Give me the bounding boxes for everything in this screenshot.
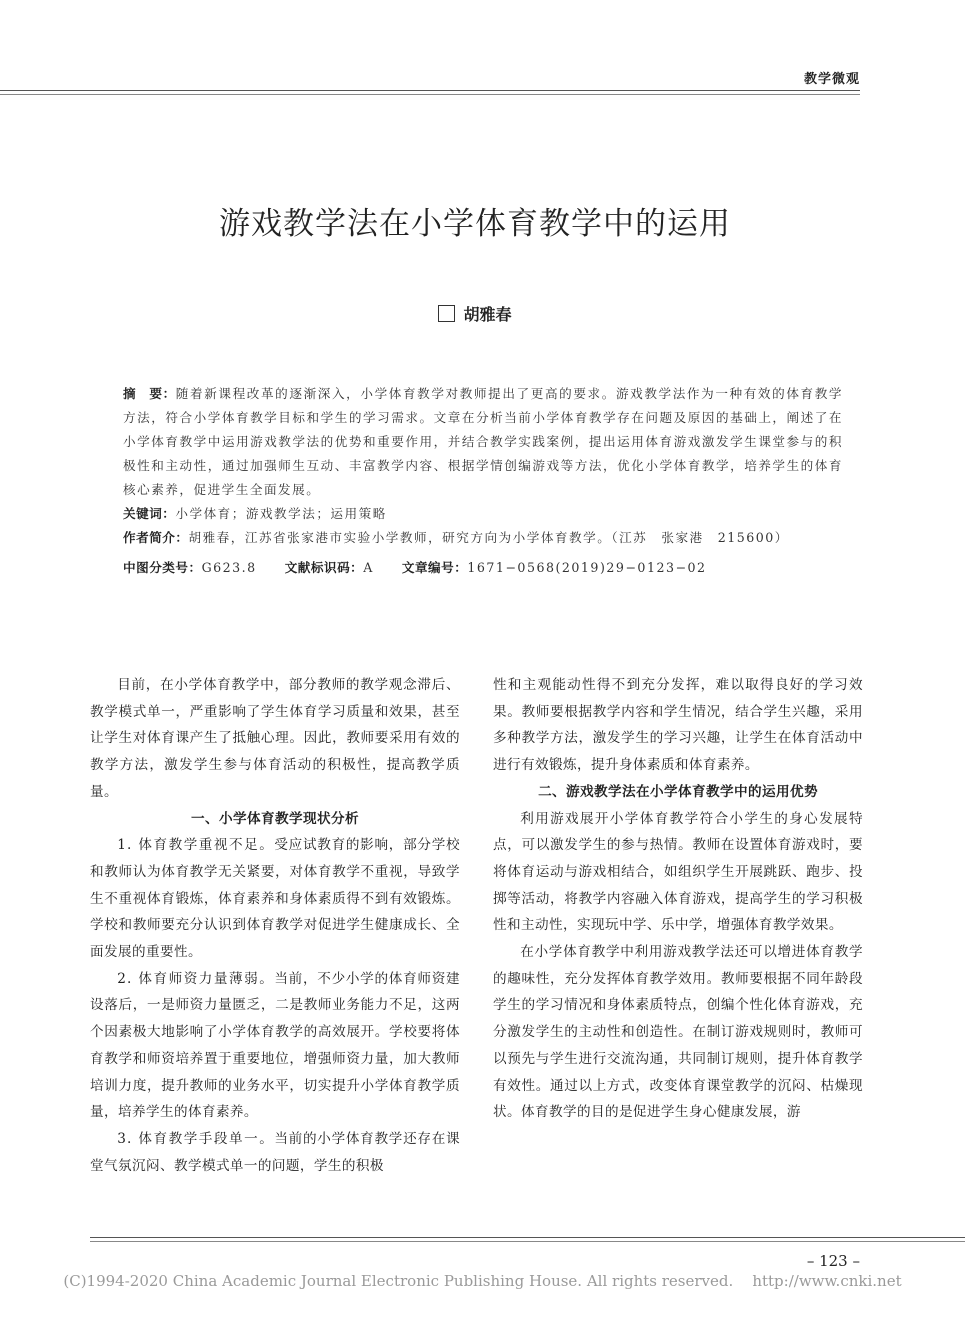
paragraph-point-1 xyxy=(90,832,460,966)
footer-rule-thin xyxy=(90,1241,965,1242)
point-1-lead: 1. 体育教学重视不足。 xyxy=(117,837,275,854)
copyright-watermark: (C)1994-2020 China Academic Journal Electronic Publishing House. All rights reserved. http://www.cnki.net xyxy=(63,1272,902,1290)
bio-text: 胡雅春，江苏省张家港市实验小学教师，研究方向为小学体育教学。（江苏 张家港 215600） xyxy=(188,530,789,545)
square-bullet-icon xyxy=(438,305,455,322)
bio-label: 作者简介： xyxy=(123,530,189,545)
header-rule-thin xyxy=(0,94,860,95)
paragraph-intro: 目前，在小学体育教学中，部分教师的教学观念滞后、教学模式单一，严重影响了学生体育学习质量和效果，甚至让学生对体育课产生了抵触心理。因此，教师要采用有效的教学方法，激发学生参与体育活动的积极性，提高教学质量。 xyxy=(90,677,460,800)
author-line xyxy=(0,302,950,325)
point-3-lead: 3. 体育教学手段单一。 xyxy=(117,1130,275,1147)
article-no-value: 1671−0568(2019)29−0123−02 xyxy=(467,560,707,575)
point-3-text: 当前的小学体育教学还存在课堂气氛沉闷、教学模式单一的问题，学生的积极 xyxy=(90,1130,460,1174)
doc-code-value: A xyxy=(363,560,374,575)
keywords-text: 小学体育；游戏教学法；运用策略 xyxy=(175,506,387,521)
article-title: 游戏教学法在小学体育教学中的运用 xyxy=(219,206,731,242)
abstract-text: 随着新课程改革的逐渐深入，小学体育教学对教师提出了更高的要求。游戏教学法作为一种有效的体育教学方法，符合小学体育教学目标和学生的学习需求。文章在分析当前小学体育教学存在问题及原因的基础上，阐述了在小学体育教学中运用游戏教学法的优势和重要作用，并结合教学实践案例，提出运用体育游戏激发学生课堂参与的积极性和主动性，通过加强师生互动、丰富教学内容、根据学情创编游戏等方法，优化小学体育教学，培养学生的体育核心素养，促进学生全面发展。 xyxy=(123,386,844,497)
classification-line xyxy=(123,556,843,580)
paragraph-advantage-1: 利用游戏展开小学体育教学符合小学生的身心发展特点，可以激发学生的参与热情。教师在设置体育游戏时，要将体育运动与游戏相结合，如组织学生开展跳跃、跑步、投掷等活动，将教学内容融入体育游戏，提高学生的学习积极性和主动性，实现玩中学、乐中学，增强体育教学效果。 xyxy=(493,810,863,934)
section-heading-1: 一、小学体育教学现状分析 xyxy=(191,810,359,827)
article-no-label: 文章编号： xyxy=(401,560,468,575)
clc-label: 中图分类号： xyxy=(123,560,202,575)
doc-code-label: 文献标识码： xyxy=(284,560,364,575)
clc-value: G623.8 xyxy=(201,560,257,575)
point-1-text: 受应试教育的影响，部分学校和教师认为体育教学无关紧要，对体育教学不重视，导致学生不重视体育锻炼，体育素养和身体素质得不到有效锻炼。学校和教师要充分认识到体育教学对促进学生健康成长、全面发展的重要性。 xyxy=(90,837,460,961)
author-bio xyxy=(123,526,843,550)
author-name: 胡雅春 xyxy=(463,305,512,324)
header-rule xyxy=(0,90,860,91)
point-2-lead: 2. 体育师资力量薄弱。 xyxy=(117,970,275,987)
abstract-block xyxy=(123,382,843,580)
keywords xyxy=(123,502,843,526)
keywords-label: 关键词： xyxy=(123,506,176,521)
paragraph-advantage-2: 在小学体育教学中利用游戏教学法还可以增进体育教学的趣味性，充分发挥体育教学效用。教师要根据不同年龄段学生的学习情况和身体素质特点，创编个性化体育游戏，充分激发学生的主动性和创造性。在制订游戏规则时，教师可以预先与学生进行交流沟通，共同制订规则，提升体育教学有效性。通过以上方式，改变体育课堂教学的沉闷、枯燥现状。体育教学的目的是促进学生身心健康发展，游 xyxy=(493,944,863,1121)
section-heading-2: 二、游戏教学法在小学体育教学中的运用优势 xyxy=(538,783,818,800)
running-head: 教学微观 xyxy=(803,72,860,87)
footer-rule xyxy=(90,1237,965,1238)
page-number: – 123 – xyxy=(806,1252,860,1270)
body-column-right xyxy=(493,672,863,1126)
abstract xyxy=(123,382,843,502)
abstract-label: 摘 要： xyxy=(123,386,176,401)
paragraph-point-3 xyxy=(90,1126,460,1179)
paragraph-point-2 xyxy=(90,966,460,1126)
paragraph-point-3-continued: 性和主观能动性得不到充分发挥，难以取得良好的学习效果。教师要根据教学内容和学生情况，结合学生兴趣，采用多种教学方法，激发学生的学习兴趣，让学生在体育活动中进行有效锻炼，提升身体素质和体育素养。 xyxy=(493,677,863,774)
body-column-left xyxy=(90,672,460,1179)
point-2-text: 当前，不少小学的体育师资建设落后，一是师资力量匮乏，二是教师业务能力不足，这两个因素极大地影响了小学体育教学的高效展开。学校要将体育教学和师资培养置于重要地位，增强师资力量，加大教师培训力度，提升教师的业务水平，切实提升小学体育教学质量，培养学生的体育素养。 xyxy=(90,970,460,1121)
